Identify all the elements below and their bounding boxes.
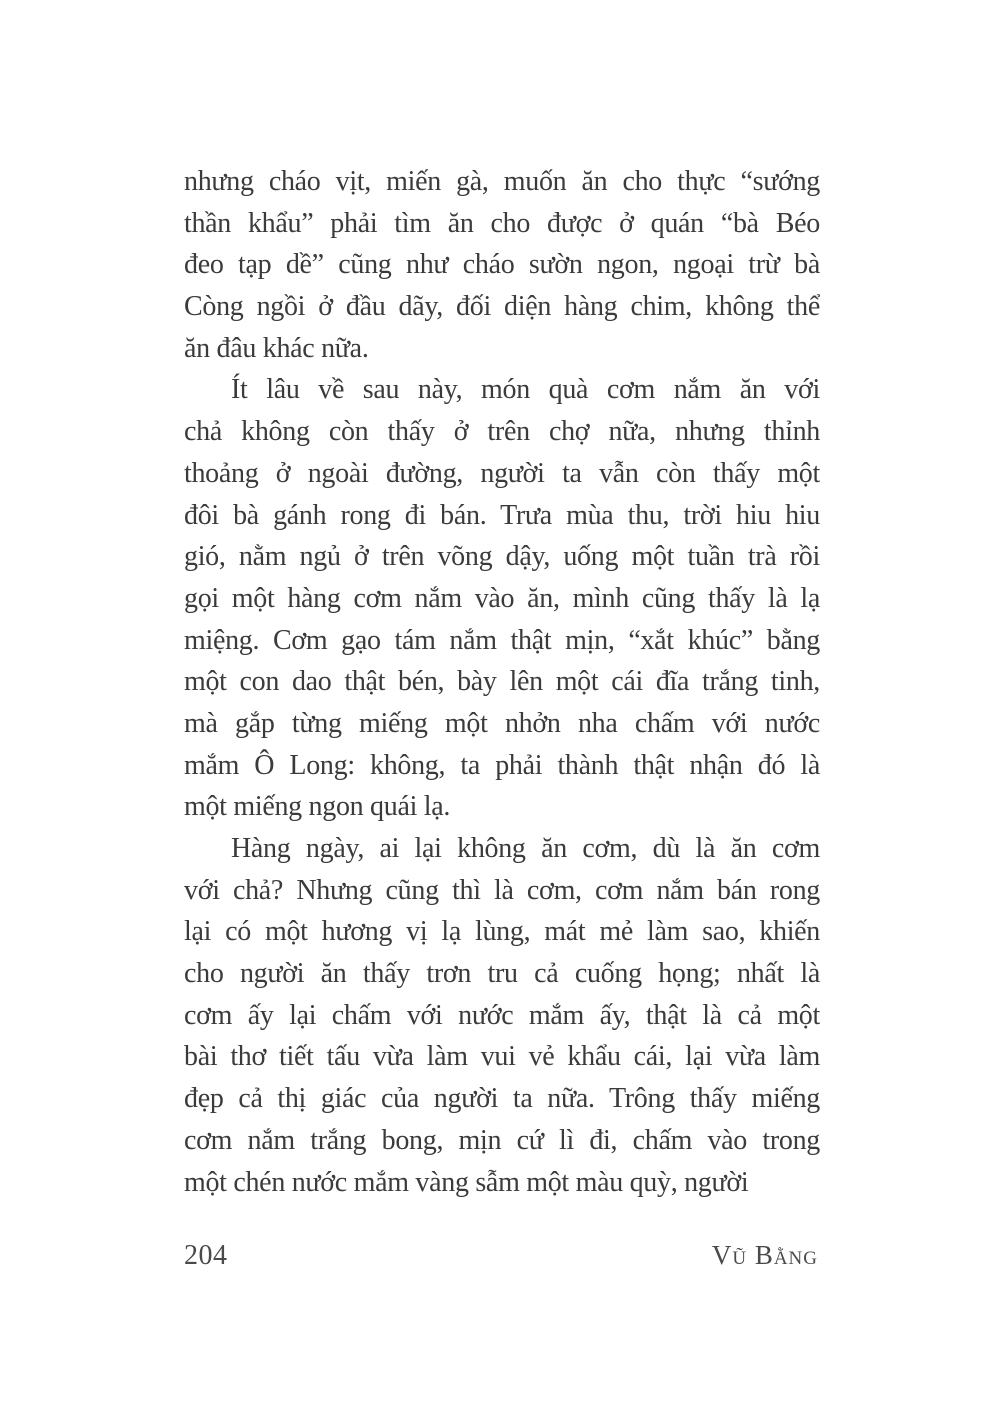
- text-line: thần khẩu” phải tìm ăn cho được ở quán “bà Béo: [184, 207, 820, 239]
- text-line: gió, nằm ngủ ở trên võng dậy, uống một tuần trà rồi: [184, 541, 820, 573]
- text-line: gọi một hàng cơm nắm vào ăn, mình cũng thấy là lạ: [184, 582, 820, 614]
- text-block: [184, 161, 820, 1203]
- text-line: cơm ấy lại chấm với nước mắm ấy, thật là cả một: [184, 999, 820, 1031]
- text-line: mắm Ô Long: không, ta phải thành thật nhận đó là: [184, 749, 820, 781]
- page-number: 204: [184, 1240, 228, 1271]
- text-line: một miếng ngon quái lạ.: [184, 791, 451, 823]
- paragraph: [184, 369, 820, 828]
- text-line: bài thơ tiết tấu vừa làm vui vẻ khẩu cái, lại vừa làm: [184, 1041, 820, 1073]
- text-line: Ít lâu về sau này, món quà cơm nắm ăn với: [231, 374, 820, 406]
- text-line: đeo tạp dề” cũng như cháo sườn ngon, ngoại trừ bà: [184, 249, 820, 281]
- paragraph: [184, 828, 820, 1203]
- text-line: đôi bà gánh rong đi bán. Trưa mùa thu, trời hiu hiu: [184, 499, 820, 531]
- text-line: nhưng cháo vịt, miến gà, muốn ăn cho thực “sướng: [184, 166, 820, 197]
- text-line: thoảng ở ngoài đường, người ta vẫn còn thấy một: [184, 457, 820, 489]
- text-line: một con dao thật bén, bày lên một cái đĩa trắng tinh,: [184, 666, 820, 698]
- text-line: Hàng ngày, ai lại không ăn cơm, dù là ăn cơm: [231, 833, 820, 864]
- text-line: mà gắp từng miếng một nhởn nha chấm với nước: [184, 707, 820, 739]
- text-line: một chén nước mắm vàng sẫm một màu quỳ, người: [184, 1166, 749, 1198]
- author-name: Vũ Bằng: [711, 1240, 818, 1270]
- text-line: đẹp cả thị giác của người ta nữa. Trông thấy miếng: [184, 1083, 820, 1115]
- text-line: cho người ăn thấy trơn tru cả cuống họng; nhất là: [184, 958, 820, 990]
- text-line: lại có một hương vị lạ lùng, mát mẻ làm sao, khiến: [184, 916, 820, 948]
- text-line: ăn đâu khác nữa.: [184, 332, 369, 364]
- page-footer: [184, 1240, 818, 1272]
- paragraph: [184, 161, 820, 369]
- text-line: miệng. Cơm gạo tám nắm thật mịn, “xắt khúc” bằng: [184, 624, 820, 656]
- text-line: chả không còn thấy ở trên chợ nữa, nhưng thỉnh: [184, 416, 820, 448]
- text-line: cơm nắm trắng bong, mịn cứ lì đi, chấm vào trong: [184, 1124, 820, 1156]
- text-line: Còng ngồi ở đầu dãy, đối diện hàng chim, không thể: [184, 291, 820, 323]
- text-line: với chả? Nhưng cũng thì là cơm, cơm nắm bán rong: [184, 874, 820, 906]
